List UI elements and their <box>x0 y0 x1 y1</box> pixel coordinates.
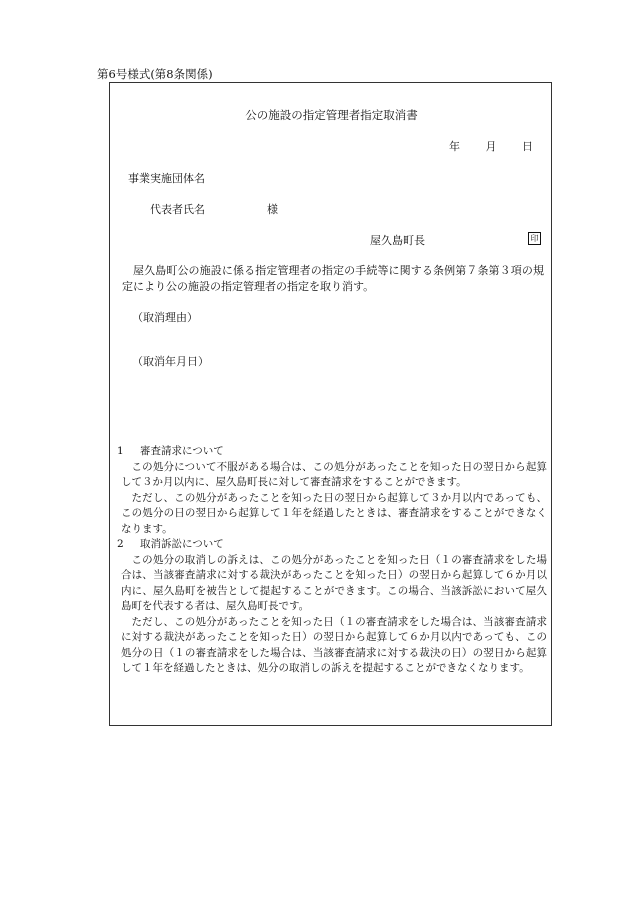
note-paragraph: ただし、この処分があったことを知った日の翌日から起算して３か月以内であっても、この処分の日の翌日から起算して１年を経過したときは、審査請求をすることができなくなります。 <box>121 491 547 535</box>
date-line <box>427 138 533 154</box>
note-title: 取消訴訟について <box>140 538 224 550</box>
note-heading <box>117 537 547 553</box>
note-paragraph: この処分の取消しの訴えは、この処分があったことを知った日（１の審査請求をした場合は、当該審査請求に対する裁決があったことを知った日）の翌日から起算して６か月以内に、屋久島町を被告として提起することができます。この場合、当該訴訟において屋久島町を代表する者は、屋久島町長です。 <box>121 553 547 612</box>
organization-name-label: 事業実施団体名 <box>128 172 205 185</box>
cancellation-date-label: （取消年月日） <box>132 355 209 368</box>
document-title: 公の施設の指定管理者指定取消書 <box>245 108 418 122</box>
note-heading <box>117 444 547 460</box>
note-paragraph: この処分について不服がある場合は、この処分があったことを知った日の翌日から起算して３か月以内に、屋久島町長に対して審査請求をすることができます。 <box>121 460 547 488</box>
reason-label: （取消理由） <box>132 311 198 324</box>
honorific: 様 <box>267 203 278 216</box>
note-title: 審査請求について <box>140 445 224 457</box>
seal-mark: 印 <box>528 232 541 245</box>
representative-name-label: 代表者氏名 <box>150 203 205 216</box>
day-label: 日 <box>522 140 533 153</box>
note-paragraph: ただし、この処分があったことを知った日（１の審査請求をした場合は、当該審査請求に対する裁決があったことを知った日）の翌日から起算して６か月以内であっても、この処分の日（１の審査請求をした場合は、当該審査請求に対する裁決の日）の翌日から起算して１年を経過したときは、処分の取消しの訴えを提起することができなくなります。 <box>121 615 547 674</box>
year-label: 年 <box>449 140 460 153</box>
issuer-name: 屋久島町長 <box>370 234 425 247</box>
note-number: 1 <box>117 445 124 457</box>
form-number: 第6号様式(第8条関係) <box>97 67 213 81</box>
notes-section <box>117 444 547 677</box>
note-item <box>117 537 547 677</box>
document-frame <box>109 82 552 726</box>
note-item <box>117 444 547 537</box>
month-label: 月 <box>485 140 497 153</box>
main-text: 屋久島町公の施設に係る指定管理者の指定の手続等に関する条例第７条第３項の規定により公の施設の指定管理者の指定を取り消す。 <box>122 264 544 293</box>
representative-line <box>150 201 278 217</box>
note-number: 2 <box>117 538 124 550</box>
